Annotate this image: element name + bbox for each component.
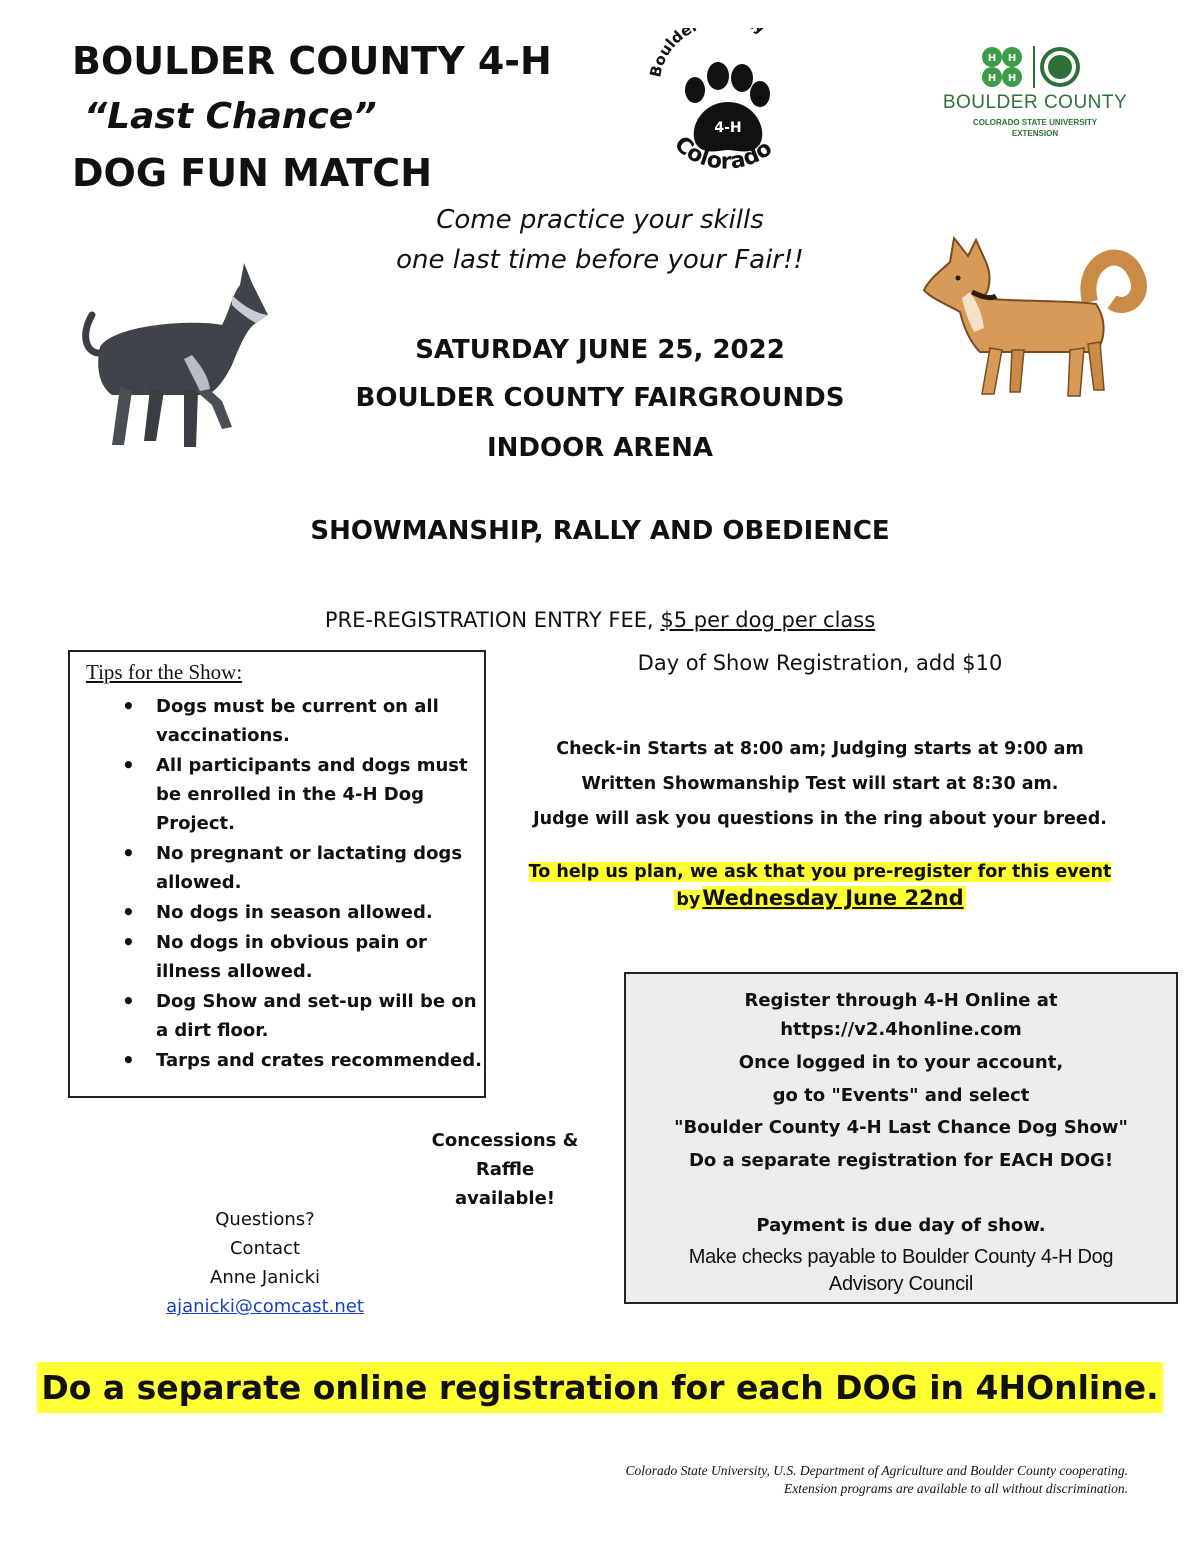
registration-checks: Make checks payable to Boulder County 4-H Dog [688, 1246, 1114, 1268]
footer-line-2: Extension programs are available to all without discrimination. [784, 1481, 1128, 1496]
footer-note [626, 1462, 1128, 1498]
tan-dog-icon [920, 232, 1150, 402]
registration-banner-text: Do a separate online registration for each DOG in 4HOnline. [37, 1362, 1162, 1413]
title-line-1: BOULDER COUNTY 4-H [72, 39, 552, 83]
concessions-line-2: Raffle [475, 1159, 535, 1180]
tips-list [70, 692, 486, 1076]
tip-item: • No dogs in obvious pain or illness allowed. [156, 928, 486, 986]
paw-logo-center-text: 4-H [714, 120, 742, 136]
tips-box [68, 650, 486, 1098]
tan-dog-illustration [920, 232, 1150, 402]
contact-email-link[interactable]: ajanicki@comcast.net [166, 1296, 364, 1317]
event-classes: SHOWMANSHIP, RALLY AND OBEDIENCE [310, 516, 890, 546]
extension-logo-name: BOULDER COUNTY [942, 92, 1128, 113]
dark-dog-icon [72, 255, 272, 455]
dark-dog-illustration [72, 255, 272, 455]
registration-council: Advisory Council [828, 1273, 974, 1295]
svg-text:H: H [987, 53, 997, 64]
paw-logo-top-text: Boulde [646, 28, 695, 79]
schedule-line-3: Judge will ask you questions in the ring about your breed. [533, 809, 1107, 829]
deadline-date: Wednesday June 22nd [702, 886, 964, 910]
clover-icon [930, 42, 1140, 92]
tagline-line-2: one last time before your Fair!! [396, 245, 804, 275]
registration-line-1: Register through 4-H Online at [744, 990, 1058, 1011]
deadline [520, 862, 1120, 910]
tip-item: • Dog Show and set-up will be on a dirt floor. [156, 987, 486, 1045]
footer-line-1: Colorado State University, U.S. Department of Agriculture and Boulder County cooperating. [625, 1463, 1128, 1478]
tips-title: Tips for the Show: [86, 660, 243, 684]
registration-banner [0, 1368, 1200, 1407]
event-location: INDOOR ARENA [486, 433, 714, 463]
event-venue: BOULDER COUNTY FAIRGROUNDS [355, 383, 845, 413]
tagline [300, 200, 900, 280]
pre-registration-fee-label: PRE-REGISTRATION ENTRY FEE, [324, 608, 654, 632]
registration-line-4: go to "Events" and select [772, 1085, 1030, 1106]
registration-event-name: "Boulder County 4-H Last Chance Dog Show" [674, 1117, 1128, 1138]
extension-logo-line3: EXTENSION [1011, 129, 1059, 138]
concessions-line-1: Concessions & [431, 1130, 579, 1151]
svg-text:H: H [987, 73, 997, 84]
registration-line-6: Do a separate registration for EACH DOG! [688, 1150, 1114, 1171]
tip-item: • No pregnant or lactating dogs allowed. [156, 839, 486, 897]
svg-text:H: H [1007, 73, 1017, 84]
schedule [520, 732, 1120, 837]
title-line-3: DOG FUN MATCH [72, 151, 432, 195]
contact-line-2: Contact [229, 1238, 301, 1259]
registration-line-3: Once logged in to your account, [738, 1052, 1064, 1073]
contact-line-1: Questions? [215, 1209, 315, 1230]
tagline-line-1: Come practice your skills [436, 205, 764, 235]
tip-item: • Dogs must be current on all vaccinations. [156, 692, 486, 750]
contact-name: Anne Janicki [210, 1267, 320, 1288]
event-date: SATURDAY JUNE 25, 2022 [415, 335, 785, 365]
concessions-line-3: available! [455, 1188, 555, 1209]
registration-url: https://v2.4honline.com [780, 1019, 1022, 1040]
tip-item: • No dogs in season allowed. [156, 898, 486, 927]
pre-registration-fee [200, 608, 1000, 632]
registration-box [624, 972, 1178, 1304]
tip-item: • All participants and dogs must be enrolled in the 4-H Dog Project. [156, 751, 486, 838]
pre-registration-fee-amount: $5 per dog per class [660, 608, 876, 632]
contact [140, 1205, 390, 1321]
csu-extension-logo [930, 42, 1140, 152]
day-of-show-fee: Day of Show Registration, add $10 [637, 651, 1003, 675]
deadline-line-1: To help us plan, we ask that you pre-register for this event [528, 862, 1112, 882]
schedule-line-1: Check-in Starts at 8:00 am; Judging starts at 9:00 am [556, 739, 1084, 759]
svg-text:H: H [1007, 53, 1017, 64]
title-line-2: “Last Chance” [84, 96, 377, 137]
paw-logo-bottom-text: Colorado [669, 131, 778, 175]
registration-payment: Payment is due day of show. [756, 1215, 1046, 1236]
boulder-county-4h-paw-logo [640, 28, 810, 188]
tip-item: • Tarps and crates recommended. [156, 1046, 486, 1075]
concessions [420, 1126, 590, 1213]
paw-icon [640, 28, 810, 188]
extension-logo-line2: COLORADO STATE UNIVERSITY [972, 118, 1098, 127]
schedule-line-2: Written Showmanship Test will start at 8:30 am. [581, 774, 1059, 794]
deadline-prefix: by [676, 890, 701, 910]
